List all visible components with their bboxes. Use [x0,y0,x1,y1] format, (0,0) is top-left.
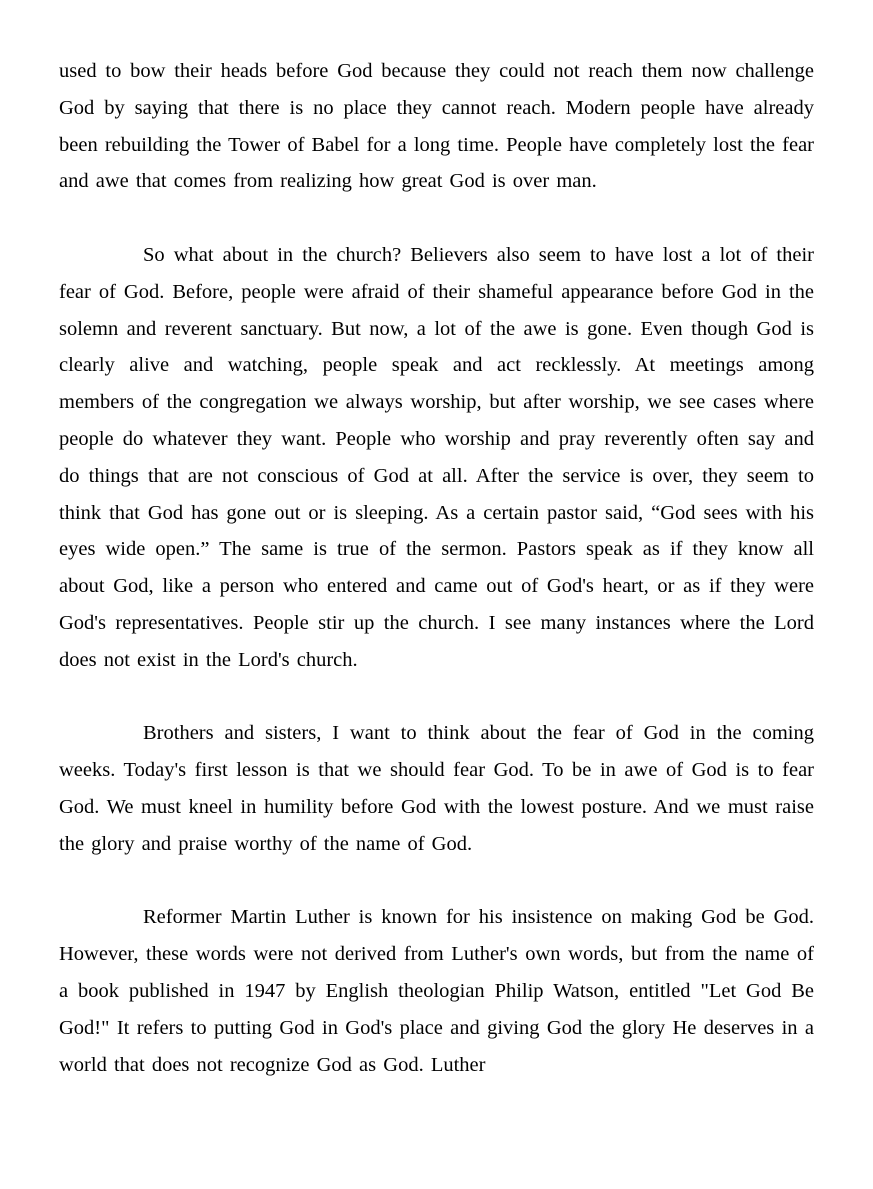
document-page [59,53,814,1083]
paragraph-3: Brothers and sisters, I want to think about the fear of God in the coming weeks. Today's first lesson is that we should fear God. To be in awe of God is to fear God. We must kneel in humility before God with the lowest posture. And we must raise the glory and praise worthy of the name of God. [59,722,814,855]
paragraph-spacer [59,200,814,237]
paragraph-2: So what about in the church? Believers also seem to have lost a lot of their fear of God. Before, people were afraid of their shameful appearance before God in the solemn and reverent sanctuary. But now, a lot of the awe is gone. Even though God is clearly alive and watching, people speak and act recklessly. At meetings among members of the congregation we always worship, but after worship, we see cases where people do whatever they want. People who worship and pray reverently often say and do things that are not conscious of God at all. After the service is over, they seem to think that God has gone out or is sleeping. As a certain pastor said, “God sees with his eyes wide open.” The same is true of the sermon. Pastors speak as if they know all about God, like a person who entered and came out of God's heart, or as if they were God's representatives. People stir up the church. I see many instances where the Lord does not exist in the Lord's church. [59,243,814,671]
paragraph-1: used to bow their heads before God because they could not reach them now challenge God by saying that there is no place they cannot reach. Modern people have already been rebuilding the Tower of Babel for a long time. People have completely lost the fear and awe that comes from realizing how great God is over man. [59,60,814,193]
paragraph-spacer [59,679,814,716]
paragraph-spacer [59,863,814,900]
paragraph-4: Reformer Martin Luther is known for his insistence on making God be God. However, these words were not derived from Luther's own words, but from the name of a book published in 1947 by English theologian Philip Watson, entitled "Let God Be God!" It refers to putting God in God's place and giving God the glory He deserves in a world that does not recognize God as God. Luther [59,906,814,1076]
